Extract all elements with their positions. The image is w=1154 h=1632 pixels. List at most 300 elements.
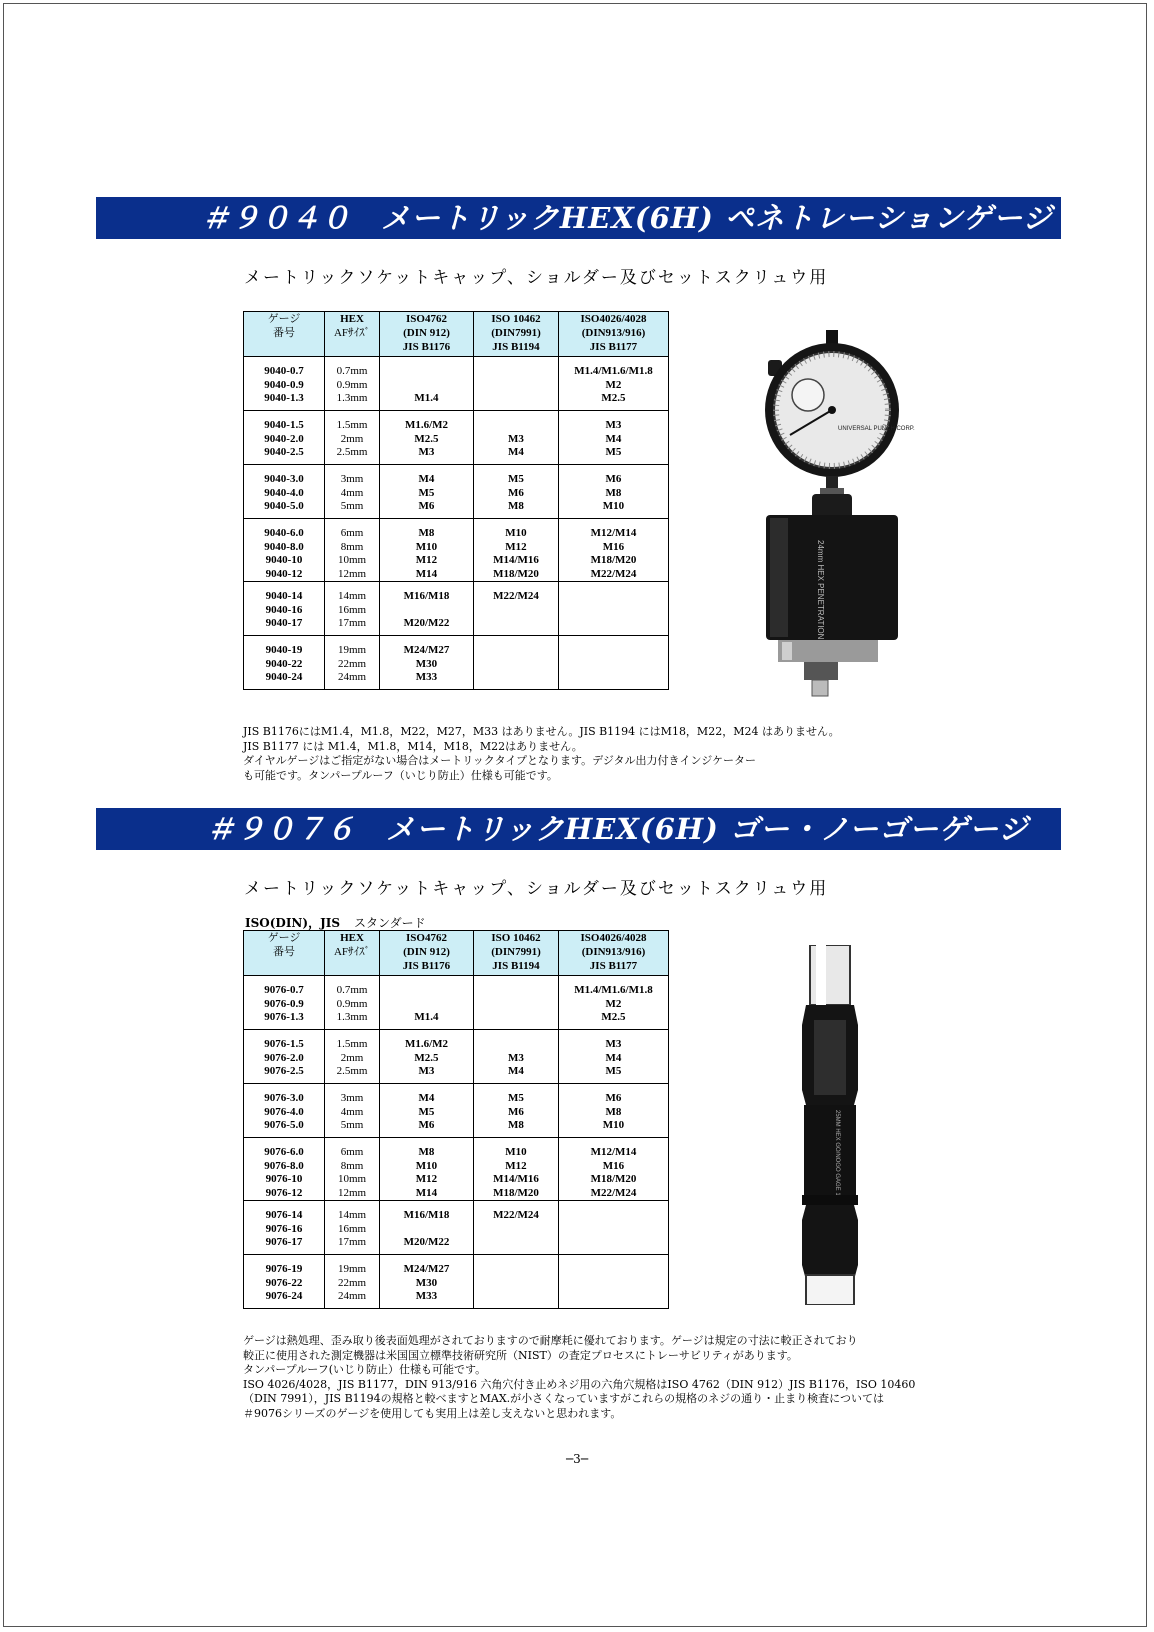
cell-line: M6 <box>418 1119 435 1131</box>
cell-line: M14 <box>415 567 438 580</box>
header-line: (DIN7991) <box>491 327 541 339</box>
cell-line <box>559 658 668 672</box>
table-cell-c3 <box>380 636 474 690</box>
table-cell-c3 <box>380 1138 474 1201</box>
page-number: ─3─ <box>565 1452 589 1466</box>
cell-line <box>474 419 558 433</box>
cell-line: M20/M22 <box>403 1236 450 1248</box>
cell-line <box>474 671 558 685</box>
cell-line: M8 <box>418 1146 435 1158</box>
cell-line: M12 <box>415 1173 438 1185</box>
cell-line: M12/M14 <box>590 527 637 539</box>
table-row <box>244 411 669 465</box>
cell-line: 9076-0.7 <box>264 984 304 996</box>
cell-line <box>474 658 558 672</box>
table-cell-c4 <box>474 1201 559 1255</box>
cell-line <box>559 604 668 618</box>
cell-line: M5 <box>418 1105 435 1118</box>
cell-line: M16 <box>602 540 625 553</box>
cell-line: M8 <box>605 486 622 499</box>
cell-line: 9076-1.3 <box>264 1011 304 1023</box>
table-cell-c4 <box>474 582 559 636</box>
header-line: ISO4026/4028 <box>580 932 647 944</box>
cell-line <box>380 365 473 379</box>
cell-line: 2.5mm <box>336 1065 368 1077</box>
cell-line: 22mm <box>337 1276 367 1289</box>
cell-line: 9076-3.0 <box>264 1092 304 1104</box>
cell-line: M14/M16 <box>493 554 539 566</box>
cell-line: 1.5mm <box>336 419 368 431</box>
cell-line: 17mm <box>337 617 367 629</box>
cell-line: 9076-4.0 <box>264 1105 304 1118</box>
cell-line: M22/M24 <box>493 590 539 602</box>
cell-line: M5 <box>508 1092 524 1104</box>
cell-line: 9076-2.5 <box>264 1065 304 1077</box>
cell-line: 9076-22 <box>265 1276 303 1289</box>
table-header-row <box>244 312 669 357</box>
table-cell-c2 <box>325 636 380 690</box>
table-row <box>244 465 669 519</box>
cell-line <box>474 1038 558 1052</box>
note-line: 較正に使用された測定機器は米国国立標準技術研究所（NIST）の査定プロセスにトレーサビリティがあります。 <box>243 1348 798 1362</box>
cell-line: 9076-24 <box>265 1290 303 1302</box>
cell-line: M10 <box>415 1159 438 1172</box>
table-cell-c3 <box>380 582 474 636</box>
cell-line: 5mm <box>340 500 364 512</box>
cell-line <box>559 1290 668 1304</box>
table-cell-c2 <box>325 357 380 411</box>
table-cell-c5 <box>559 582 669 636</box>
header-c1 <box>244 312 325 357</box>
cell-line: M3 <box>418 446 435 458</box>
dial-brand-text: UNIVERSAL PUNCH CORP. <box>838 426 915 432</box>
cell-line: 9040-16 <box>265 603 303 616</box>
table-row <box>244 582 669 636</box>
cell-line: 9076-6.0 <box>264 1146 304 1158</box>
cell-line: 2.5mm <box>336 446 368 458</box>
cell-line: 9040-10 <box>265 554 303 566</box>
cell-line: 0.9mm <box>336 997 368 1010</box>
cell-line: M18/M20 <box>590 1173 637 1185</box>
cell-line: M8 <box>418 527 435 539</box>
notes-9040 <box>243 725 840 783</box>
table-cell-c1 <box>244 582 325 636</box>
table-cell-c5 <box>559 1084 669 1138</box>
cell-line: 9040-6.0 <box>264 527 304 539</box>
cell-line: M4 <box>508 1065 524 1077</box>
spec-table-9076 <box>243 930 669 1309</box>
header-c1 <box>244 931 325 976</box>
cell-line <box>559 617 668 631</box>
cell-line: 17mm <box>337 1236 367 1248</box>
table-cell-c3 <box>380 357 474 411</box>
header-line: JIS B1176 <box>402 960 451 972</box>
cell-line <box>559 1209 668 1223</box>
header-line: JIS B1177 <box>589 960 638 972</box>
table-cell-c1 <box>244 1084 325 1138</box>
table-cell-c3 <box>380 1084 474 1138</box>
cell-line: M5 <box>605 446 622 458</box>
cell-line: M22/M24 <box>493 1209 539 1221</box>
cell-line: 9040-0.7 <box>264 365 304 377</box>
table-cell-c4 <box>474 1255 559 1309</box>
cell-line: M20/M22 <box>403 617 450 629</box>
table-cell-c4 <box>474 976 559 1030</box>
table-cell-c1 <box>244 636 325 690</box>
cell-line: M1.6/M2 <box>404 1038 449 1050</box>
cell-line <box>474 998 558 1012</box>
header-line: 番号 <box>273 327 295 339</box>
cell-line: M18/M20 <box>590 554 637 566</box>
cell-line <box>559 671 668 685</box>
cell-line: M10 <box>505 527 527 539</box>
table-cell-c1 <box>244 519 325 582</box>
cell-line: M33 <box>415 1290 438 1302</box>
cell-line: 19mm <box>337 1263 367 1275</box>
section-subtitle-9040: メートリックソケットキャップ、ショルダー及びセットスクリュウ用 <box>244 268 829 288</box>
cell-line: 9076-2.0 <box>264 1051 304 1064</box>
section-banner-9076: ＃９０７６ メートリックHEX(6H) ゴー・ノーゴーゲージ <box>96 808 1061 850</box>
header-c4 <box>474 931 559 976</box>
cell-line <box>380 984 473 998</box>
cell-line: 2mm <box>340 1051 364 1064</box>
cell-line: 8mm <box>340 1159 364 1172</box>
cell-line: M12 <box>505 540 527 553</box>
cell-line: M2.5 <box>601 392 626 404</box>
cell-line: M4 <box>605 1051 622 1064</box>
cell-line: M1.4 <box>414 392 439 404</box>
header-line: (DIN 912) <box>403 327 450 339</box>
cell-line: M33 <box>415 671 438 683</box>
cell-line: 9040-12 <box>265 567 303 580</box>
table-cell-c1 <box>244 357 325 411</box>
table-cell-c1 <box>244 1201 325 1255</box>
cell-line: M12 <box>505 1159 527 1172</box>
table-cell-c5 <box>559 411 669 465</box>
cell-line: M2 <box>605 997 622 1010</box>
cell-line <box>474 392 558 406</box>
cell-line: M12/M14 <box>590 1146 637 1158</box>
cell-line: 14mm <box>337 590 367 602</box>
cell-line: 9040-1.5 <box>264 419 304 431</box>
section-banner-9040: ＃９０４０ メートリックHEX(6H) ペネトレーションゲージ <box>96 197 1061 239</box>
table-cell-c5 <box>559 636 669 690</box>
header-line: JIS B1194 <box>492 960 540 972</box>
cell-line: M22/M24 <box>590 1186 637 1199</box>
cell-line <box>559 1277 668 1291</box>
cell-line: M10 <box>602 500 625 512</box>
table-cell-c5 <box>559 1255 669 1309</box>
table-cell-c4 <box>474 519 559 582</box>
header-c2 <box>325 931 380 976</box>
cell-line <box>559 590 668 604</box>
table-row <box>244 357 669 411</box>
cell-line: M16/M18 <box>403 1209 450 1221</box>
header-line: 番号 <box>273 946 295 958</box>
cell-line: 16mm <box>337 1222 367 1235</box>
cell-line: M10 <box>415 540 438 553</box>
cell-line: M30 <box>415 1276 438 1289</box>
cell-line: M5 <box>508 473 524 485</box>
header-line: ISO4026/4028 <box>580 313 647 325</box>
cell-line: M22/M24 <box>590 567 637 580</box>
note-line: JIS B1177 には M1.4，M1.8，M14，M18，M22はありません。 <box>243 739 583 753</box>
cell-line: 24mm <box>337 671 367 683</box>
cell-line: M6 <box>605 1092 622 1104</box>
header-line: AFｻｲｽﾞ <box>333 327 371 339</box>
note-line: （DIN 7991），JIS B1194の規格と較べますとMAX.が小さくなっていますがこれらの規格のネジの通り・止まり検査については <box>243 1392 884 1405</box>
header-line: JIS B1194 <box>492 341 540 353</box>
cell-line: M3 <box>508 1051 524 1064</box>
cell-line: 9076-12 <box>265 1186 303 1199</box>
cell-line: M3 <box>605 419 622 431</box>
cell-line: 2mm <box>340 432 364 445</box>
cell-line <box>380 998 473 1012</box>
cell-line: M6 <box>508 486 524 499</box>
cell-line: M4 <box>508 446 524 458</box>
table-cell-c4 <box>474 357 559 411</box>
table-row <box>244 976 669 1030</box>
cell-line <box>380 604 473 618</box>
cell-line: 9040-19 <box>265 644 303 656</box>
cell-line: 1.5mm <box>336 1038 368 1050</box>
table-cell-c4 <box>474 1030 559 1084</box>
header-c2 <box>325 312 380 357</box>
table-cell-c4 <box>474 411 559 465</box>
note-line: タンパープルーフ(いじり防止）仕様も可能です。 <box>243 1363 487 1376</box>
table-cell-c3 <box>380 1201 474 1255</box>
cell-line: 9040-8.0 <box>264 540 304 553</box>
cell-line: 6mm <box>340 1146 364 1158</box>
note-line: も可能です。タンパープルーフ（いじり防止）仕様も可能です。 <box>243 768 558 782</box>
table-header-row <box>244 931 669 976</box>
go-nogo-hex-gauge-icon <box>800 945 860 1305</box>
header-line: (DIN7991) <box>491 946 541 958</box>
cell-line <box>474 365 558 379</box>
header-c5 <box>559 312 669 357</box>
table-cell-c4 <box>474 1138 559 1201</box>
table-row <box>244 1201 669 1255</box>
table-cell-c1 <box>244 976 325 1030</box>
cell-line: M16/M18 <box>403 590 450 602</box>
cell-line <box>380 379 473 393</box>
cell-line: 19mm <box>337 644 367 656</box>
cell-line: 9076-1.5 <box>264 1038 304 1050</box>
standard-label-suffix: スタンダード <box>354 916 426 930</box>
cell-line <box>474 604 558 618</box>
cell-line: M2.5 <box>601 1011 626 1023</box>
cell-line: M1.4/M1.6/M1.8 <box>574 365 653 377</box>
header-line: JIS B1176 <box>402 341 451 353</box>
cell-line: 9076-17 <box>265 1236 303 1248</box>
table-cell-c2 <box>325 582 380 636</box>
header-line: (DIN 912) <box>403 946 450 958</box>
note-line: JIS B1176にはM1.4，M1.8，M22，M27，M33 はありません。JIS B1194 にはM18，M22，M24 はありません。 <box>243 725 840 738</box>
cell-line: 9076-16 <box>265 1222 303 1235</box>
cell-line: 16mm <box>337 603 367 616</box>
cell-line: M2.5 <box>414 432 439 445</box>
cell-line: M5 <box>605 1065 622 1077</box>
cell-line <box>474 617 558 631</box>
cell-line: 14mm <box>337 1209 367 1221</box>
table-cell-c1 <box>244 1030 325 1084</box>
cell-line: 0.9mm <box>336 378 368 391</box>
cell-line: M12 <box>415 554 438 566</box>
header-line: ISO4762 <box>406 932 447 944</box>
cell-line <box>559 1263 668 1277</box>
cell-line: M3 <box>418 1065 435 1077</box>
cell-line: 9040-0.9 <box>264 378 304 391</box>
cell-line: 9076-8.0 <box>264 1159 304 1172</box>
cell-line: M24/M27 <box>403 644 450 656</box>
notes-9076 <box>243 1334 915 1421</box>
cell-line: 9040-14 <box>265 590 303 602</box>
table-cell-c2 <box>325 465 380 519</box>
table-cell-c2 <box>325 976 380 1030</box>
header-line: JIS B1177 <box>589 341 638 353</box>
header-line: ISO4762 <box>406 313 447 325</box>
cell-line: M30 <box>415 657 438 670</box>
cell-line: 0.7mm <box>336 365 368 377</box>
table-cell-c3 <box>380 411 474 465</box>
table-cell-c3 <box>380 976 474 1030</box>
cell-line <box>559 1236 668 1250</box>
cell-line: 9040-2.5 <box>264 446 304 458</box>
table-cell-c3 <box>380 1030 474 1084</box>
gauge-body-label: 24mm HEX PENETRATION <box>816 540 825 640</box>
header-line: (DIN913/916) <box>581 946 646 958</box>
table-cell-c2 <box>325 1255 380 1309</box>
section-subtitle-9076: メートリックソケットキャップ、ショルダー及びセットスクリュウ用 <box>244 879 829 899</box>
table-cell-c1 <box>244 411 325 465</box>
table-cell-c4 <box>474 1084 559 1138</box>
table-cell-c4 <box>474 636 559 690</box>
header-line: AFｻｲｽﾞ <box>333 946 371 958</box>
table-cell-c3 <box>380 519 474 582</box>
cell-line: 9040-4.0 <box>264 486 304 499</box>
note-line: ISO 4026/4028，JIS B1177，DIN 913/916 六角穴付き止めネジ用の六角穴規格はISO 4762（DIN 912）JIS B1176，ISO 10460 <box>243 1377 916 1391</box>
cell-line: M4 <box>418 1092 435 1104</box>
cell-line <box>474 1277 558 1291</box>
table-row <box>244 1084 669 1138</box>
cell-line: 9040-5.0 <box>264 500 304 512</box>
cell-line: M1.4 <box>414 1011 439 1023</box>
table-row <box>244 1030 669 1084</box>
cell-line: M18/M20 <box>493 1186 539 1199</box>
cell-line <box>559 644 668 658</box>
note-line: ダイヤルゲージはご指定がない場合はメートリックタイプとなります。デジタル出力付きインジケーター <box>243 754 756 767</box>
cell-line: M16 <box>602 1159 625 1172</box>
header-line: (DIN913/916) <box>581 327 646 339</box>
cell-line: M1.4/M1.6/M1.8 <box>574 984 653 996</box>
cell-line: 9076-10 <box>265 1173 303 1185</box>
table-cell-c4 <box>474 465 559 519</box>
cell-line: 9076-19 <box>265 1263 303 1275</box>
dial-indicator-penetration-gauge-icon <box>760 330 920 700</box>
cell-line: 9040-17 <box>265 617 303 629</box>
cell-line: 1.3mm <box>336 1011 368 1023</box>
cell-line <box>474 1236 558 1250</box>
header-line: HEX <box>340 313 364 325</box>
cell-line: 5mm <box>340 1119 364 1131</box>
cell-line <box>474 1290 558 1304</box>
cell-line: 10mm <box>337 554 367 566</box>
cell-line: M10 <box>505 1146 527 1158</box>
table-cell-c1 <box>244 465 325 519</box>
cell-line: M8 <box>508 1119 524 1131</box>
cell-line <box>380 1223 473 1237</box>
table-cell-c2 <box>325 519 380 582</box>
table-cell-c5 <box>559 1138 669 1201</box>
table-cell-c5 <box>559 1201 669 1255</box>
cell-line: 0.7mm <box>336 984 368 996</box>
cell-line: M8 <box>605 1105 622 1118</box>
cell-line: M2.5 <box>414 1051 439 1064</box>
cell-line: 4mm <box>340 486 364 499</box>
header-c3 <box>380 931 474 976</box>
cell-line <box>474 379 558 393</box>
cell-line: 3mm <box>340 1092 364 1104</box>
cell-line: 6mm <box>340 527 364 539</box>
cell-line: M10 <box>602 1119 625 1131</box>
note-line: ゲージは熱処理、歪み取り後表面処理がされておりますので耐摩耗に優れております。ゲージは規定の寸法に較正されており <box>243 1334 858 1347</box>
cell-line: 8mm <box>340 540 364 553</box>
cell-line: 9076-0.9 <box>264 997 304 1010</box>
cell-line: 9040-24 <box>265 671 303 683</box>
table-cell-c2 <box>325 1201 380 1255</box>
table-cell-c2 <box>325 1030 380 1084</box>
table-cell-c2 <box>325 411 380 465</box>
header-line: ISO 10462 <box>491 313 541 325</box>
cell-line: 9040-22 <box>265 657 303 670</box>
cell-line: M6 <box>418 500 435 512</box>
header-line: ゲージ <box>267 313 301 325</box>
header-c3 <box>380 312 474 357</box>
cell-line: M18/M20 <box>493 567 539 580</box>
table-row <box>244 519 669 582</box>
cell-line: 10mm <box>337 1173 367 1185</box>
cell-line: 1.3mm <box>336 392 368 404</box>
cell-line: M8 <box>508 500 524 512</box>
cell-line: M1.6/M2 <box>404 419 449 431</box>
cell-line: 9040-1.3 <box>264 392 304 404</box>
cell-line: M4 <box>605 432 622 445</box>
header-line: ゲージ <box>267 932 301 944</box>
header-c5 <box>559 931 669 976</box>
cell-line <box>474 1223 558 1237</box>
cell-line: 9040-3.0 <box>264 473 304 485</box>
standard-label-text: ISO(DIN)，JIS <box>245 916 341 930</box>
cell-line: 24mm <box>337 1290 367 1302</box>
header-line: HEX <box>340 932 364 944</box>
cell-line: 9076-14 <box>265 1209 303 1221</box>
table-row <box>244 1255 669 1309</box>
cell-line: M3 <box>508 432 524 445</box>
table-cell-c1 <box>244 1255 325 1309</box>
table-row <box>244 636 669 690</box>
cell-line: M6 <box>605 473 622 485</box>
cell-line: M4 <box>418 473 435 485</box>
cell-line: 22mm <box>337 657 367 670</box>
cell-line: M5 <box>418 486 435 499</box>
cell-line: 12mm <box>337 567 367 580</box>
cell-line <box>559 1223 668 1237</box>
standard-label <box>245 914 426 931</box>
table-cell-c1 <box>244 1138 325 1201</box>
table-cell-c3 <box>380 465 474 519</box>
table-cell-c2 <box>325 1138 380 1201</box>
table-row <box>244 1138 669 1201</box>
